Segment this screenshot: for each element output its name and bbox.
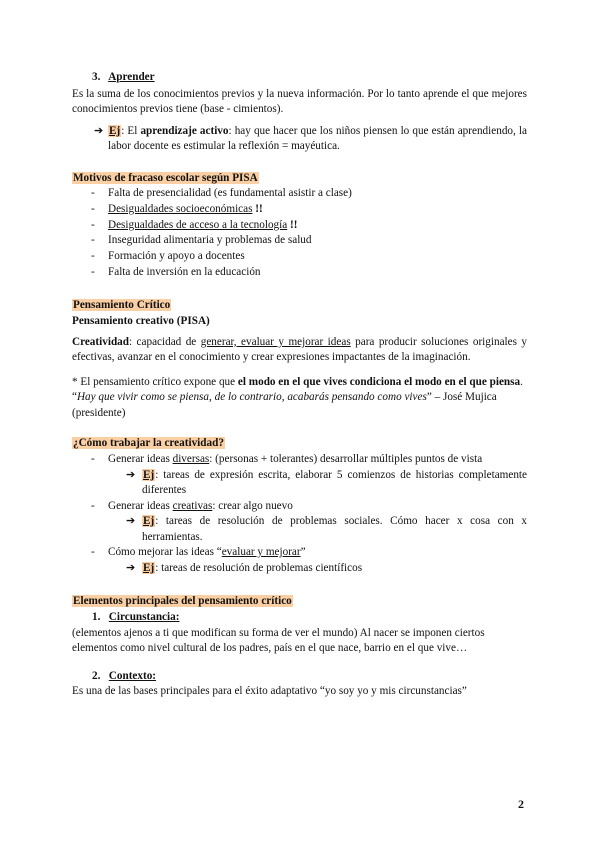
pensamiento-creativo-subheading: Pensamiento creativo (PISA) [72,315,210,328]
ej-label: Ej [109,124,121,137]
list-item: - Formación y apoyo a docentes [91,250,245,263]
section-number: 3. [92,71,101,83]
section-title: Aprender [108,71,155,83]
page-number: 2 [518,797,524,811]
list-item: - Inseguridad alimentaria y problemas de salud [91,234,312,247]
arrow-right-icon: ➔ [126,468,136,481]
list-item: - Cómo mejorar las ideas “evaluar y mejorar” [91,546,306,559]
document-page [72,70,527,700]
creatividad-list [72,452,527,468]
circunstancia-paragraph: (elementos ajenos a ti que modifican su forma de ver el mundo) Al nacer se imponen ciertos elementos como nivel cultural de los padres, país en el que nace, barrio en el que vive… [72,626,485,655]
section-aprender-heading [92,70,527,86]
aprender-paragraph: Es la suma de los conocimientos previos y la nueva información. Por lo tanto aprende el que mejores conocimientos previos tiene (base - cimientos). [72,87,527,115]
pisa-heading: Motivos de fracaso escolar según PISA [73,171,258,184]
arrow-right-icon: ➔ [126,562,136,575]
arrow-right-icon: ➔ [94,124,104,137]
pisa-list [72,186,527,281]
list-item: - Desigualdades socioeconómicas !! [91,202,263,215]
critical-thinking-note: * El pensamiento crítico expone que el modo en el que vives condiciona el modo en el que piensa. “Hay que vivir como se piensa, de lo contrario, acabarás pensando como vives” – José Mujica (presidente) [72,375,523,419]
circunstancia-heading: 1. Circunstancia: [92,611,180,624]
elementos-heading: Elementos principales del pensamiento crítico [73,594,292,607]
arrow-right-icon: ➔ [126,515,136,528]
list-item: - Falta de inversión en la educación [91,265,261,278]
contexto-heading: 2. Contexto: [92,669,157,682]
list-item: - Falta de presencialidad (es fundamental asistir a clase) [91,187,352,199]
creatividad-definition: Creatividad: capacidad de generar, evaluar y mejorar ideas para producir soluciones originales y efectivas, avanzar en el conocimiento y crear expresiones impactantes de la imaginación. [72,335,528,364]
aprender-example: ➔ Ej: El aprendizaje activo: hay que hacer que los niños piensen lo que están aprendiendo, la labor docente es estimular la reflexión = mayéutica. [94,124,527,155]
contexto-paragraph: Es una de las bases principales para el éxito adaptativo “yo soy yo y mis circunstancias” [72,685,467,698]
list-item: - Generar ideas creativas: crear algo nuevo [91,499,293,512]
list-item: - Desigualdades de acceso a la tecnología !! [91,218,298,231]
example-item: ➔ Ej: tareas de expresión escrita, elaborar 5 comienzos de historias completamente diferentes [126,468,527,499]
como-trabajar-heading: ¿Cómo trabajar la creatividad? [73,437,224,450]
aprendizaje-activo-term: aprendizaje activo [140,124,229,137]
list-item: - Generar ideas diversas: (personas + tolerantes) desarrollar múltiples puntos de vista [91,452,483,465]
example-item: ➔ Ej: tareas de resolución de problemas científicos [126,561,527,577]
example-item: ➔ Ej: tareas de resolución de problemas sociales. Cómo hacer x cosa con x herramientas. [126,514,527,545]
pensamiento-critico-heading: Pensamiento Crítico [73,298,171,311]
